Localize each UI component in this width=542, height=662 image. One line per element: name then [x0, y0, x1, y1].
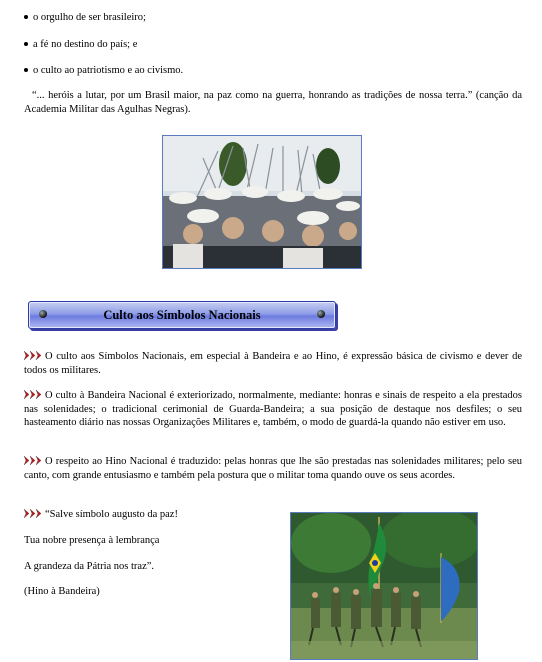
anthem-line	[24, 509, 178, 520]
bullet-text: o orgulho de ser brasileiro;	[33, 12, 146, 23]
bullet-dot-icon	[24, 15, 28, 19]
bullet-item	[24, 12, 146, 23]
bullet-dot-icon	[24, 68, 28, 72]
triple-arrow-icon	[24, 456, 43, 465]
paragraph	[24, 389, 522, 430]
anthem-line: Tua nobre presença à lembrança	[24, 535, 160, 546]
paragraph-text: O culto aos Símbolos Nacionais, em especial à Bandeira e ao Hino, é expressão básica de civismo e dever de todos os militares.	[24, 351, 522, 376]
anthem-source: (Hino à Bandeira)	[24, 586, 100, 597]
paragraph-text: O respeito ao Hino Nacional é traduzido: pelas honras que lhe são prestadas nas solenidades militares; pelo seu canto, com grande entusiasmo e também pela postura que o militar toma quando ouve os seus acordes.	[24, 456, 522, 481]
triple-arrow-icon	[24, 390, 43, 399]
paragraph	[24, 350, 522, 377]
anthem-line-text: “Salve símbolo augusto da paz!	[45, 509, 178, 520]
section-banner	[28, 301, 336, 329]
bullet-item	[24, 65, 183, 76]
triple-arrow-icon	[24, 509, 43, 518]
anthem-line: A grandeza da Pátria nos traz”.	[24, 561, 155, 572]
bullet-item	[24, 39, 137, 50]
flag-guard-photo	[290, 512, 478, 660]
paragraph-text: O culto à Bandeira Nacional é exteriorizado, normalmente, mediante: honras e sinais de respeito a ela prestados nas solenidades; o tradicional cerimonial de Guarda-Bandeira; a sua posição de destaque nos desfiles; o seu hasteamento diário nas nossas Organizações Militares e, também, o modo de guardá-la quando não estiver em uso.	[24, 390, 522, 428]
cadets-sabres-photo	[162, 135, 362, 269]
bullet-dot-icon	[24, 42, 28, 46]
flag-guard-illustration	[291, 513, 477, 659]
bullet-text: a fé no destino do país; e	[33, 39, 138, 50]
paragraph	[24, 455, 522, 482]
triple-arrow-icon	[24, 351, 43, 360]
banner-knob-icon	[39, 310, 47, 318]
section-title: Culto aos Símbolos Nacionais	[103, 307, 261, 322]
quote-paragraph: “... heróis a lutar, por um Brasil maior, na paz como na guerra, honrando as tradições de nossa terra.” (canção da Academia Militar das Agulhas Negras).	[24, 90, 522, 115]
cadets-sabres-illustration	[163, 136, 361, 268]
bullet-text: o culto ao patriotismo e ao civismo.	[33, 65, 184, 76]
banner-knob-icon	[317, 310, 325, 318]
